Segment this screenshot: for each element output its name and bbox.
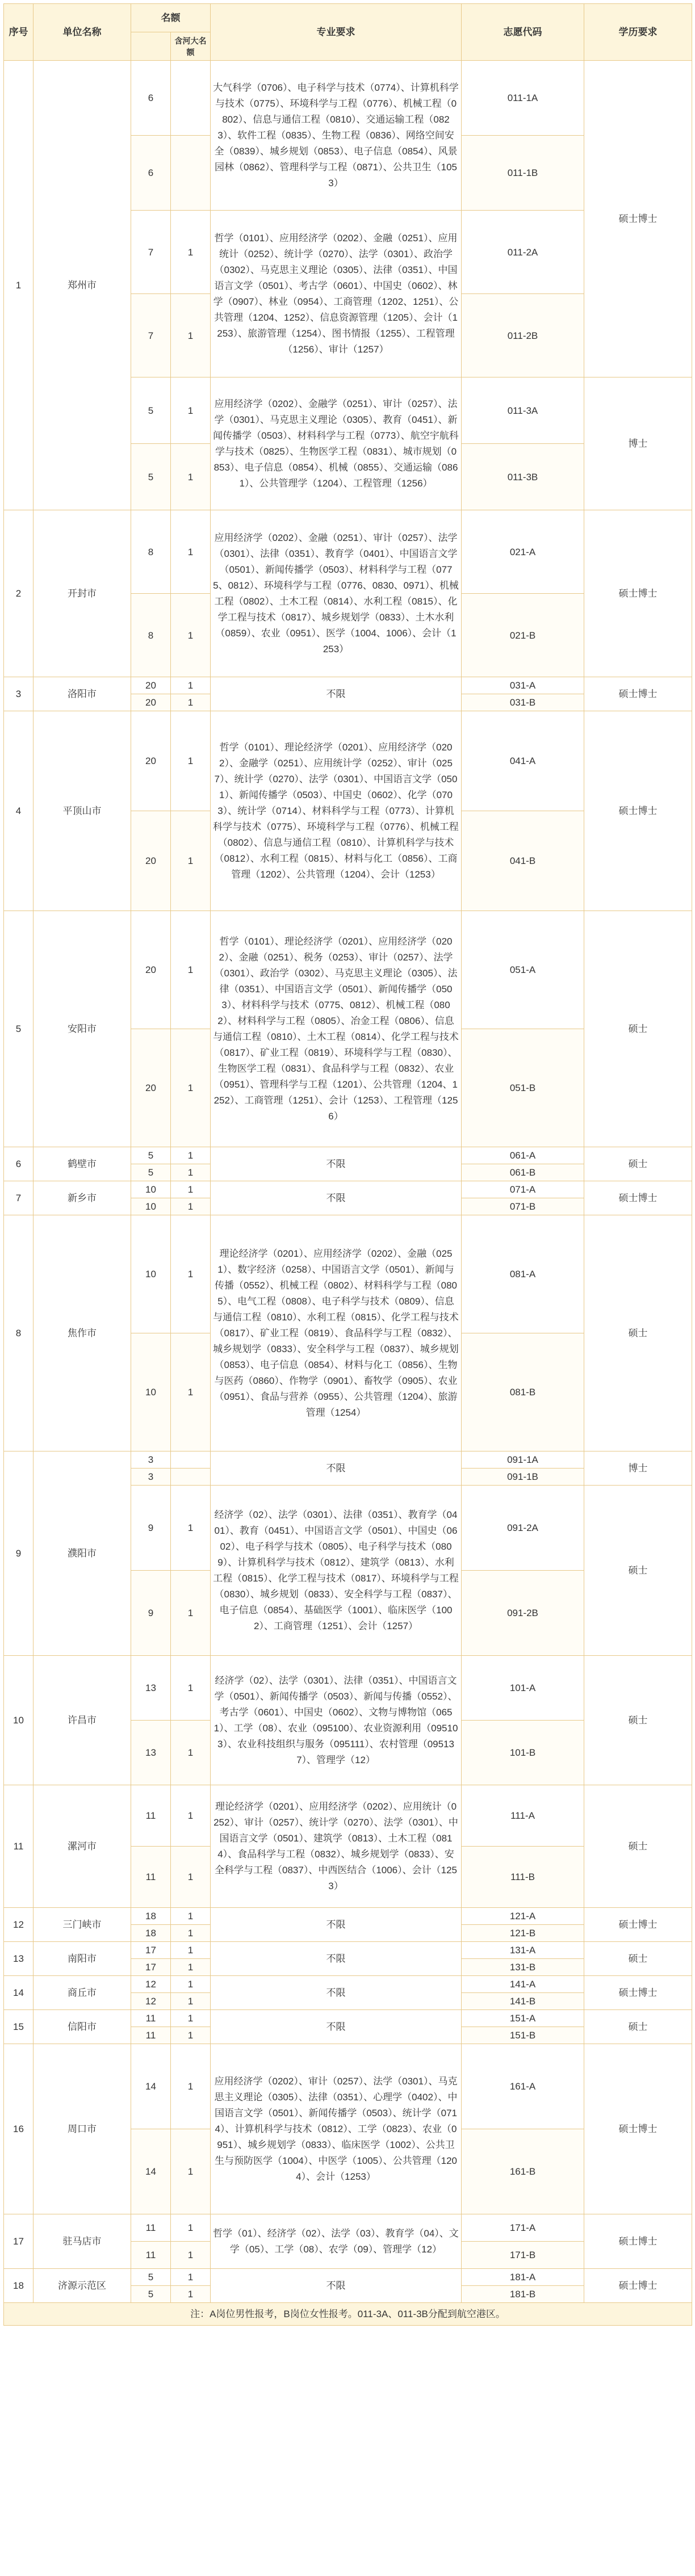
- row-unit: 漯河市: [34, 1785, 131, 1908]
- row-quota: 20: [131, 911, 171, 1029]
- row-code: 011-1A: [462, 61, 584, 136]
- row-quota-incl: 1: [171, 1215, 211, 1333]
- row-quota: 13: [131, 1656, 171, 1721]
- row-quota: 10: [131, 1198, 171, 1215]
- row-quota: 5: [131, 2286, 171, 2303]
- header-quota-total: [131, 32, 171, 61]
- row-quota: 5: [131, 377, 171, 444]
- row-edu: 硕士博士: [584, 1181, 692, 1215]
- row-quota: 5: [131, 2269, 171, 2286]
- row-quota-incl: 1: [171, 1785, 211, 1847]
- row-code: 161-B: [462, 2129, 584, 2214]
- row-edu: 硕士: [584, 911, 692, 1147]
- row-quota: 14: [131, 2044, 171, 2129]
- table-header: [4, 4, 692, 61]
- row-edu: 硕士: [584, 1942, 692, 1976]
- row-spec: 哲学（0101）、理论经济学（0201）、应用经济学（0202）、金融学（0251）、应用统计学（0252）、审计（0257）、统计学（0270）、法学（0301）、中国语言文学（0501）、新闻传播学（0503）、中国史（0602）、化学（0703）、统计学（0714）、材料科学与工程（0773）、计算机科学与技术（0775）、环境科学与工程（0776）、机械工程（0802）、信息与通信工程（0810）、计算机科学与技术（0812）、水利工程（0815）、材料与化工（0856）、工商管理（1202）、公共管理（1204）、会计（1253）: [211, 711, 462, 911]
- row-seq: 9: [4, 1451, 34, 1656]
- row-quota: 7: [131, 294, 171, 377]
- row-quota-incl: 1: [171, 1486, 211, 1571]
- row-code: 011-2B: [462, 294, 584, 377]
- row-unit: 鹤壁市: [34, 1147, 131, 1181]
- row-quota: 10: [131, 1215, 171, 1333]
- row-unit: 焦作市: [34, 1215, 131, 1451]
- row-seq: 3: [4, 677, 34, 711]
- row-quota: 12: [131, 1993, 171, 2010]
- row-edu: 硕士: [584, 1486, 692, 1656]
- row-code: 181-A: [462, 2269, 584, 2286]
- row-spec: 应用经济学（0202）、金融学（0251）、审计（0257）、法学（0301）、马克思主义理论（0305）、教育（0451）、新闻传播学（0503）、材料科学与工程（0773）、航空宇航科学与技术（0825）、生物医学工程（0831）、城市规划（0853）、电子信息（0854）、机械（0855）、交通运输（0861）、公共管理学（1204）、工程管理（1256）: [211, 377, 462, 510]
- row-quota: 8: [131, 510, 171, 594]
- row-quota-incl: 1: [171, 2214, 211, 2242]
- row-code: 101-A: [462, 1656, 584, 1721]
- row-edu: 硕士博士: [584, 711, 692, 911]
- row-quota-incl: 1: [171, 677, 211, 694]
- row-edu: 硕士: [584, 2010, 692, 2044]
- row-code: 031-A: [462, 677, 584, 694]
- row-quota-incl: 1: [171, 211, 211, 294]
- row-quota: 17: [131, 1942, 171, 1959]
- row-code: 141-B: [462, 1993, 584, 2010]
- table-row: [4, 711, 692, 811]
- row-seq: 11: [4, 1785, 34, 1908]
- row-quota-incl: 1: [171, 1147, 211, 1164]
- row-spec: 哲学（0101）、应用经济学（0202）、金融（0251）、应用统计（0252）、统计学（0270）、法学（0301）、政治学（0302）、马克思主义理论（0305）、法律（0351）、中国语言文学（0501）、考古学（0601）、中国史（0602）、林学（0907）、林业（0954）、工商管理（1202、1251）、公共管理（1204、1252）、信息资源管理（1205）、会计（1253）、旅游管理（1254）、图书情报（1255）、工程管理（1256）、审计（1257）: [211, 211, 462, 377]
- row-quota-incl: 1: [171, 1181, 211, 1198]
- row-quota-incl: 1: [171, 1976, 211, 1993]
- row-edu: 硕士博士: [584, 510, 692, 677]
- row-quota-incl: 1: [171, 594, 211, 677]
- row-unit: 商丘市: [34, 1976, 131, 2010]
- row-code: 091-2B: [462, 1571, 584, 1656]
- row-unit: 新乡市: [34, 1181, 131, 1215]
- table-row: [4, 1785, 692, 1847]
- row-quota: 17: [131, 1959, 171, 1976]
- row-seq: 14: [4, 1976, 34, 2010]
- table-row: [4, 1451, 692, 1469]
- table-row: [4, 61, 692, 136]
- row-spec: 不限: [211, 1908, 462, 1942]
- row-quota: 18: [131, 1908, 171, 1925]
- row-quota-incl: 1: [171, 510, 211, 594]
- row-quota-incl: 1: [171, 1333, 211, 1451]
- table-row: [4, 2214, 692, 2242]
- row-quota-incl: 1: [171, 811, 211, 911]
- row-quota: 6: [131, 136, 171, 211]
- row-seq: 10: [4, 1656, 34, 1785]
- row-quota-incl: 1: [171, 1908, 211, 1925]
- row-quota: 11: [131, 1847, 171, 1908]
- table-row: [4, 1942, 692, 1959]
- row-code: 131-B: [462, 1959, 584, 1976]
- row-quota-incl: 1: [171, 2027, 211, 2044]
- row-code: 151-B: [462, 2027, 584, 2044]
- row-quota-incl: 1: [171, 2269, 211, 2286]
- table-row: [4, 1908, 692, 1925]
- row-spec: 应用经济学（0202）、审计（0257）、法学（0301）、马克思主义理论（0305）、法律（0351）、心理学（0402）、中国语言文学（0501）、新闻传播学（0503）、统计学（0714）、计算机科学与技术（0812）、工学（0823）、农业（0951）、城乡规划学（0833）、临床医学（1002）、公共卫生与预防医学（1004）、中医学（1005）、公共管理（1204）、会计（1253）: [211, 2044, 462, 2214]
- row-code: 081-A: [462, 1215, 584, 1333]
- table-row: [4, 2269, 692, 2286]
- table-row: [4, 677, 692, 694]
- row-spec: 大气科学（0706）、电子科学与技术（0774）、计算机科学与技术（0775）、环境科学与工程（0776）、机械工程（0802）、信息与通信工程（0810）、交通运输工程（0823）、软件工程（0835）、生物工程（0836）、网络空间安全（0839）、城乡规划（0853）、电子信息（0854）、风景园林（0862）、管理科学与工程（0871）、公共卫生（1053）: [211, 61, 462, 211]
- row-unit: 濮阳市: [34, 1451, 131, 1656]
- row-quota: 8: [131, 594, 171, 677]
- table-row: [4, 1215, 692, 1333]
- row-code: 151-A: [462, 2010, 584, 2027]
- row-quota-incl: 1: [171, 1847, 211, 1908]
- row-spec: 不限: [211, 1942, 462, 1976]
- row-code: 041-A: [462, 711, 584, 811]
- recruitment-table: [3, 3, 692, 2326]
- row-quota-incl: 1: [171, 711, 211, 811]
- row-code: 161-A: [462, 2044, 584, 2129]
- row-code: 111-A: [462, 1785, 584, 1847]
- row-quota: 11: [131, 2214, 171, 2242]
- row-quota-incl: 1: [171, 444, 211, 510]
- row-unit: 安阳市: [34, 911, 131, 1147]
- row-quota-incl: 1: [171, 911, 211, 1029]
- row-spec: 不限: [211, 2010, 462, 2044]
- row-spec: 不限: [211, 1181, 462, 1215]
- row-edu: 硕士: [584, 1215, 692, 1451]
- row-seq: 4: [4, 711, 34, 911]
- row-quota: 20: [131, 677, 171, 694]
- row-edu: 博士: [584, 377, 692, 510]
- header-quota: 名额: [131, 4, 211, 32]
- row-quota-incl: 1: [171, 2129, 211, 2214]
- row-code: 091-2A: [462, 1486, 584, 1571]
- row-quota: 5: [131, 1164, 171, 1181]
- row-spec: 哲学（01）、经济学（02）、法学（03）、教育学（04）、文学（05）、工学（08）、农学（09）、管理学（12）: [211, 2214, 462, 2269]
- row-edu: 硕士博士: [584, 1976, 692, 2010]
- row-quota-incl: 1: [171, 1721, 211, 1785]
- row-spec: 经济学（02）、法学（0301）、法律（0351）、中国语言文学（0501）、新闻传播学（0503）、新闻与传播（0552）、考古学（0601）、中国史（0602）、文物与博物馆（0651）、工学（08）、农业（095100）、农业资源利用（095103）、农业科技组织与服务（095111）、农村管理（095137）、管理学（12）: [211, 1656, 462, 1785]
- row-seq: 18: [4, 2269, 34, 2303]
- row-code: 011-3B: [462, 444, 584, 510]
- row-quota: 3: [131, 1469, 171, 1486]
- row-code: 091-1B: [462, 1469, 584, 1486]
- header-seq: 序号: [4, 4, 34, 61]
- row-unit: 郑州市: [34, 61, 131, 510]
- row-quota-incl: 1: [171, 2044, 211, 2129]
- row-code: 171-A: [462, 2214, 584, 2242]
- row-edu: 硕士博士: [584, 2044, 692, 2214]
- row-code: 081-B: [462, 1333, 584, 1451]
- row-code: 011-2A: [462, 211, 584, 294]
- row-code: 141-A: [462, 1976, 584, 1993]
- footnote: 注：A岗位男性报考，B岗位女性报考。011-3A、011-3B分配到航空港区。: [4, 2303, 692, 2326]
- row-quota: 11: [131, 2027, 171, 2044]
- row-quota: 11: [131, 2010, 171, 2027]
- row-unit: 济源示范区: [34, 2269, 131, 2303]
- row-quota: 14: [131, 2129, 171, 2214]
- row-quota-incl: 1: [171, 1571, 211, 1656]
- row-quota-incl: [171, 61, 211, 136]
- table-row: [4, 510, 692, 594]
- table-row: [4, 1656, 692, 1721]
- row-quota: 3: [131, 1451, 171, 1469]
- row-spec: 不限: [211, 1976, 462, 2010]
- header-edu: 学历要求: [584, 4, 692, 61]
- row-quota: 9: [131, 1486, 171, 1571]
- row-quota-incl: [171, 1451, 211, 1469]
- row-code: 101-B: [462, 1721, 584, 1785]
- row-quota: 20: [131, 1029, 171, 1147]
- row-unit: 信阳市: [34, 2010, 131, 2044]
- row-code: 071-B: [462, 1198, 584, 1215]
- table-row: [4, 911, 692, 1029]
- row-code: 121-B: [462, 1925, 584, 1942]
- table-row: [4, 1976, 692, 1993]
- row-quota-incl: [171, 136, 211, 211]
- row-unit: 洛阳市: [34, 677, 131, 711]
- row-quota: 6: [131, 61, 171, 136]
- row-quota: 13: [131, 1721, 171, 1785]
- row-quota-incl: 1: [171, 694, 211, 711]
- row-quota-incl: 1: [171, 1164, 211, 1181]
- row-edu: 硕士博士: [584, 677, 692, 711]
- row-code: 051-B: [462, 1029, 584, 1147]
- row-spec: 经济学（02）、法学（0301）、法律（0351）、教育学（0401）、教育（0451）、中国语言文学（0501）、中国史（0602）、电子科学与技术（0805）、电子科学与技术（0809）、计算机科学与技术（0812）、建筑学（0813）、水利工程（0815）、化学工程与技术（0817）、环境科学与工程（0830）、城乡规划（0833）、安全科学与工程（0837）、电子信息（0854）、基础医学（1001）、临床医学（1002）、工商管理（1251）、会计（1257）: [211, 1486, 462, 1656]
- table-row: [4, 2044, 692, 2129]
- row-code: 111-B: [462, 1847, 584, 1908]
- row-code: 091-1A: [462, 1451, 584, 1469]
- row-quota-incl: 1: [171, 2242, 211, 2269]
- row-spec: 不限: [211, 677, 462, 711]
- row-seq: 2: [4, 510, 34, 677]
- row-code: 171-B: [462, 2242, 584, 2269]
- row-code: 021-A: [462, 510, 584, 594]
- row-quota: 5: [131, 1147, 171, 1164]
- row-spec: 不限: [211, 1147, 462, 1181]
- table-row: [4, 1147, 692, 1164]
- row-spec: 应用经济学（0202）、金融（0251）、审计（0257）、法学（0301）、法律（0351）、教育学（0401）、中国语言文学（0501）、新闻传播学（0503）、材料科学与工程（0775、0812）、环境科学与工程（0776、0830、0971）、机械工程（0802）、土木工程（0814）、水利工程（0815）、化学工程与技术（0817）、城乡规划学（0833）、土木水利（0859）、农业（0951）、医学（1004、1006）、会计（1253）: [211, 510, 462, 677]
- row-edu: 博士: [584, 1451, 692, 1486]
- row-quota-incl: 1: [171, 1656, 211, 1721]
- row-edu: 硕士博士: [584, 2269, 692, 2303]
- row-code: 061-B: [462, 1164, 584, 1181]
- row-edu: 硕士博士: [584, 2214, 692, 2269]
- row-unit: 平顶山市: [34, 711, 131, 911]
- row-spec: 不限: [211, 1451, 462, 1486]
- header-quota-incl: 含河大名额: [171, 32, 211, 61]
- row-code: 061-A: [462, 1147, 584, 1164]
- row-seq: 5: [4, 911, 34, 1147]
- row-quota: 12: [131, 1976, 171, 1993]
- header-unit: 单位名称: [34, 4, 131, 61]
- row-quota-incl: [171, 1469, 211, 1486]
- row-edu: 硕士: [584, 1785, 692, 1908]
- row-quota: 10: [131, 1333, 171, 1451]
- row-code: 021-B: [462, 594, 584, 677]
- header-code: 志愿代码: [462, 4, 584, 61]
- row-code: 011-3A: [462, 377, 584, 444]
- row-quota-incl: 1: [171, 1993, 211, 2010]
- row-unit: 三门峡市: [34, 1908, 131, 1942]
- row-seq: 13: [4, 1942, 34, 1976]
- table-body: [4, 61, 692, 2303]
- row-quota-incl: 1: [171, 1959, 211, 1976]
- row-quota-incl: 1: [171, 377, 211, 444]
- row-code: 071-A: [462, 1181, 584, 1198]
- row-unit: 驻马店市: [34, 2214, 131, 2269]
- row-seq: 7: [4, 1181, 34, 1215]
- row-seq: 6: [4, 1147, 34, 1181]
- row-unit: 开封市: [34, 510, 131, 677]
- row-unit: 南阳市: [34, 1942, 131, 1976]
- row-code: 011-1B: [462, 136, 584, 211]
- row-edu: 硕士博士: [584, 61, 692, 377]
- row-spec: 哲学（0101）、理论经济学（0201）、应用经济学（0202）、金融（0251）、税务（0253）、审计（0257）、法学（0301）、政治学（0302）、马克思主义理论（0305）、法律（0351）、中国语言文学（0501）、新闻传播学（0503）、材料科学与技术（0775、0812）、机械工程（0802）、材料科学与工程（0805）、冶金工程（0806）、信息与通信工程（0810）、土木工程（0814）、化学工程与技术（0817）、矿业工程（0819）、环境科学与工程（0830）、生物医学工程（0831）、食品科学与工程（0832）、农业（0951）、管理科学与工程（1201）、公共管理（1204、1252）、工商管理（1251）、会计（1253）、工程管理（1256）: [211, 911, 462, 1147]
- header-spec: 专业要求: [211, 4, 462, 61]
- row-quota: 20: [131, 694, 171, 711]
- row-quota-incl: 1: [171, 1198, 211, 1215]
- row-quota: 11: [131, 2242, 171, 2269]
- row-quota: 7: [131, 211, 171, 294]
- row-seq: 12: [4, 1908, 34, 1942]
- row-edu: 硕士: [584, 1147, 692, 1181]
- row-quota: 9: [131, 1571, 171, 1656]
- row-code: 121-A: [462, 1908, 584, 1925]
- row-spec: 不限: [211, 2269, 462, 2303]
- row-edu: 硕士博士: [584, 1908, 692, 1942]
- row-unit: 许昌市: [34, 1656, 131, 1785]
- row-spec: 理论经济学（0201）、应用经济学（0202）、应用统计（0252）、审计（0257）、统计学（0270）、法学（0301）、中国语言文学（0501）、建筑学（0813）、土木工程（0814）、食品科学与工程（0832）、城乡规划学（0833）、安全科学与工程（0837）、中西医结合（1006）、会计（1253）: [211, 1785, 462, 1908]
- row-quota: 11: [131, 1785, 171, 1847]
- row-seq: 15: [4, 2010, 34, 2044]
- row-seq: 16: [4, 2044, 34, 2214]
- row-code: 041-B: [462, 811, 584, 911]
- row-code: 131-A: [462, 1942, 584, 1959]
- row-quota: 18: [131, 1925, 171, 1942]
- row-quota-incl: 1: [171, 1942, 211, 1959]
- row-quota: 10: [131, 1181, 171, 1198]
- row-quota: 20: [131, 811, 171, 911]
- row-quota-incl: 1: [171, 1029, 211, 1147]
- row-seq: 1: [4, 61, 34, 510]
- row-seq: 17: [4, 2214, 34, 2269]
- row-quota: 5: [131, 444, 171, 510]
- row-quota-incl: 1: [171, 294, 211, 377]
- row-code: 181-B: [462, 2286, 584, 2303]
- row-edu: 硕士: [584, 1656, 692, 1785]
- row-code: 051-A: [462, 911, 584, 1029]
- table-row: [4, 2010, 692, 2027]
- row-quota-incl: 1: [171, 2286, 211, 2303]
- row-seq: 8: [4, 1215, 34, 1451]
- row-quota: 20: [131, 711, 171, 811]
- row-unit: 周口市: [34, 2044, 131, 2214]
- row-quota-incl: 1: [171, 1925, 211, 1942]
- row-code: 031-B: [462, 694, 584, 711]
- table-row: [4, 1181, 692, 1198]
- row-spec: 理论经济学（0201）、应用经济学（0202）、金融（0251）、数字经济（0258）、中国语言文学（0501）、新闻与传播（0552）、机械工程（0802）、材料科学与工程（0805）、电气工程（0808）、电子科学与技术（0809）、信息与通信工程（0810）、水利工程（0815）、化学工程与技术（0817）、矿业工程（0819）、食品科学与工程（0832）、城乡规划学（0833）、安全科学与工程（0837）、城乡规划（0853）、电子信息（0854）、材料与化工（0856）、生物与医药（0860）、作物学（0901）、畜牧学（0905）、农业（0951）、食品与营养（0955）、公共管理（1204）、旅游管理（1254）: [211, 1215, 462, 1451]
- row-quota-incl: 1: [171, 2010, 211, 2027]
